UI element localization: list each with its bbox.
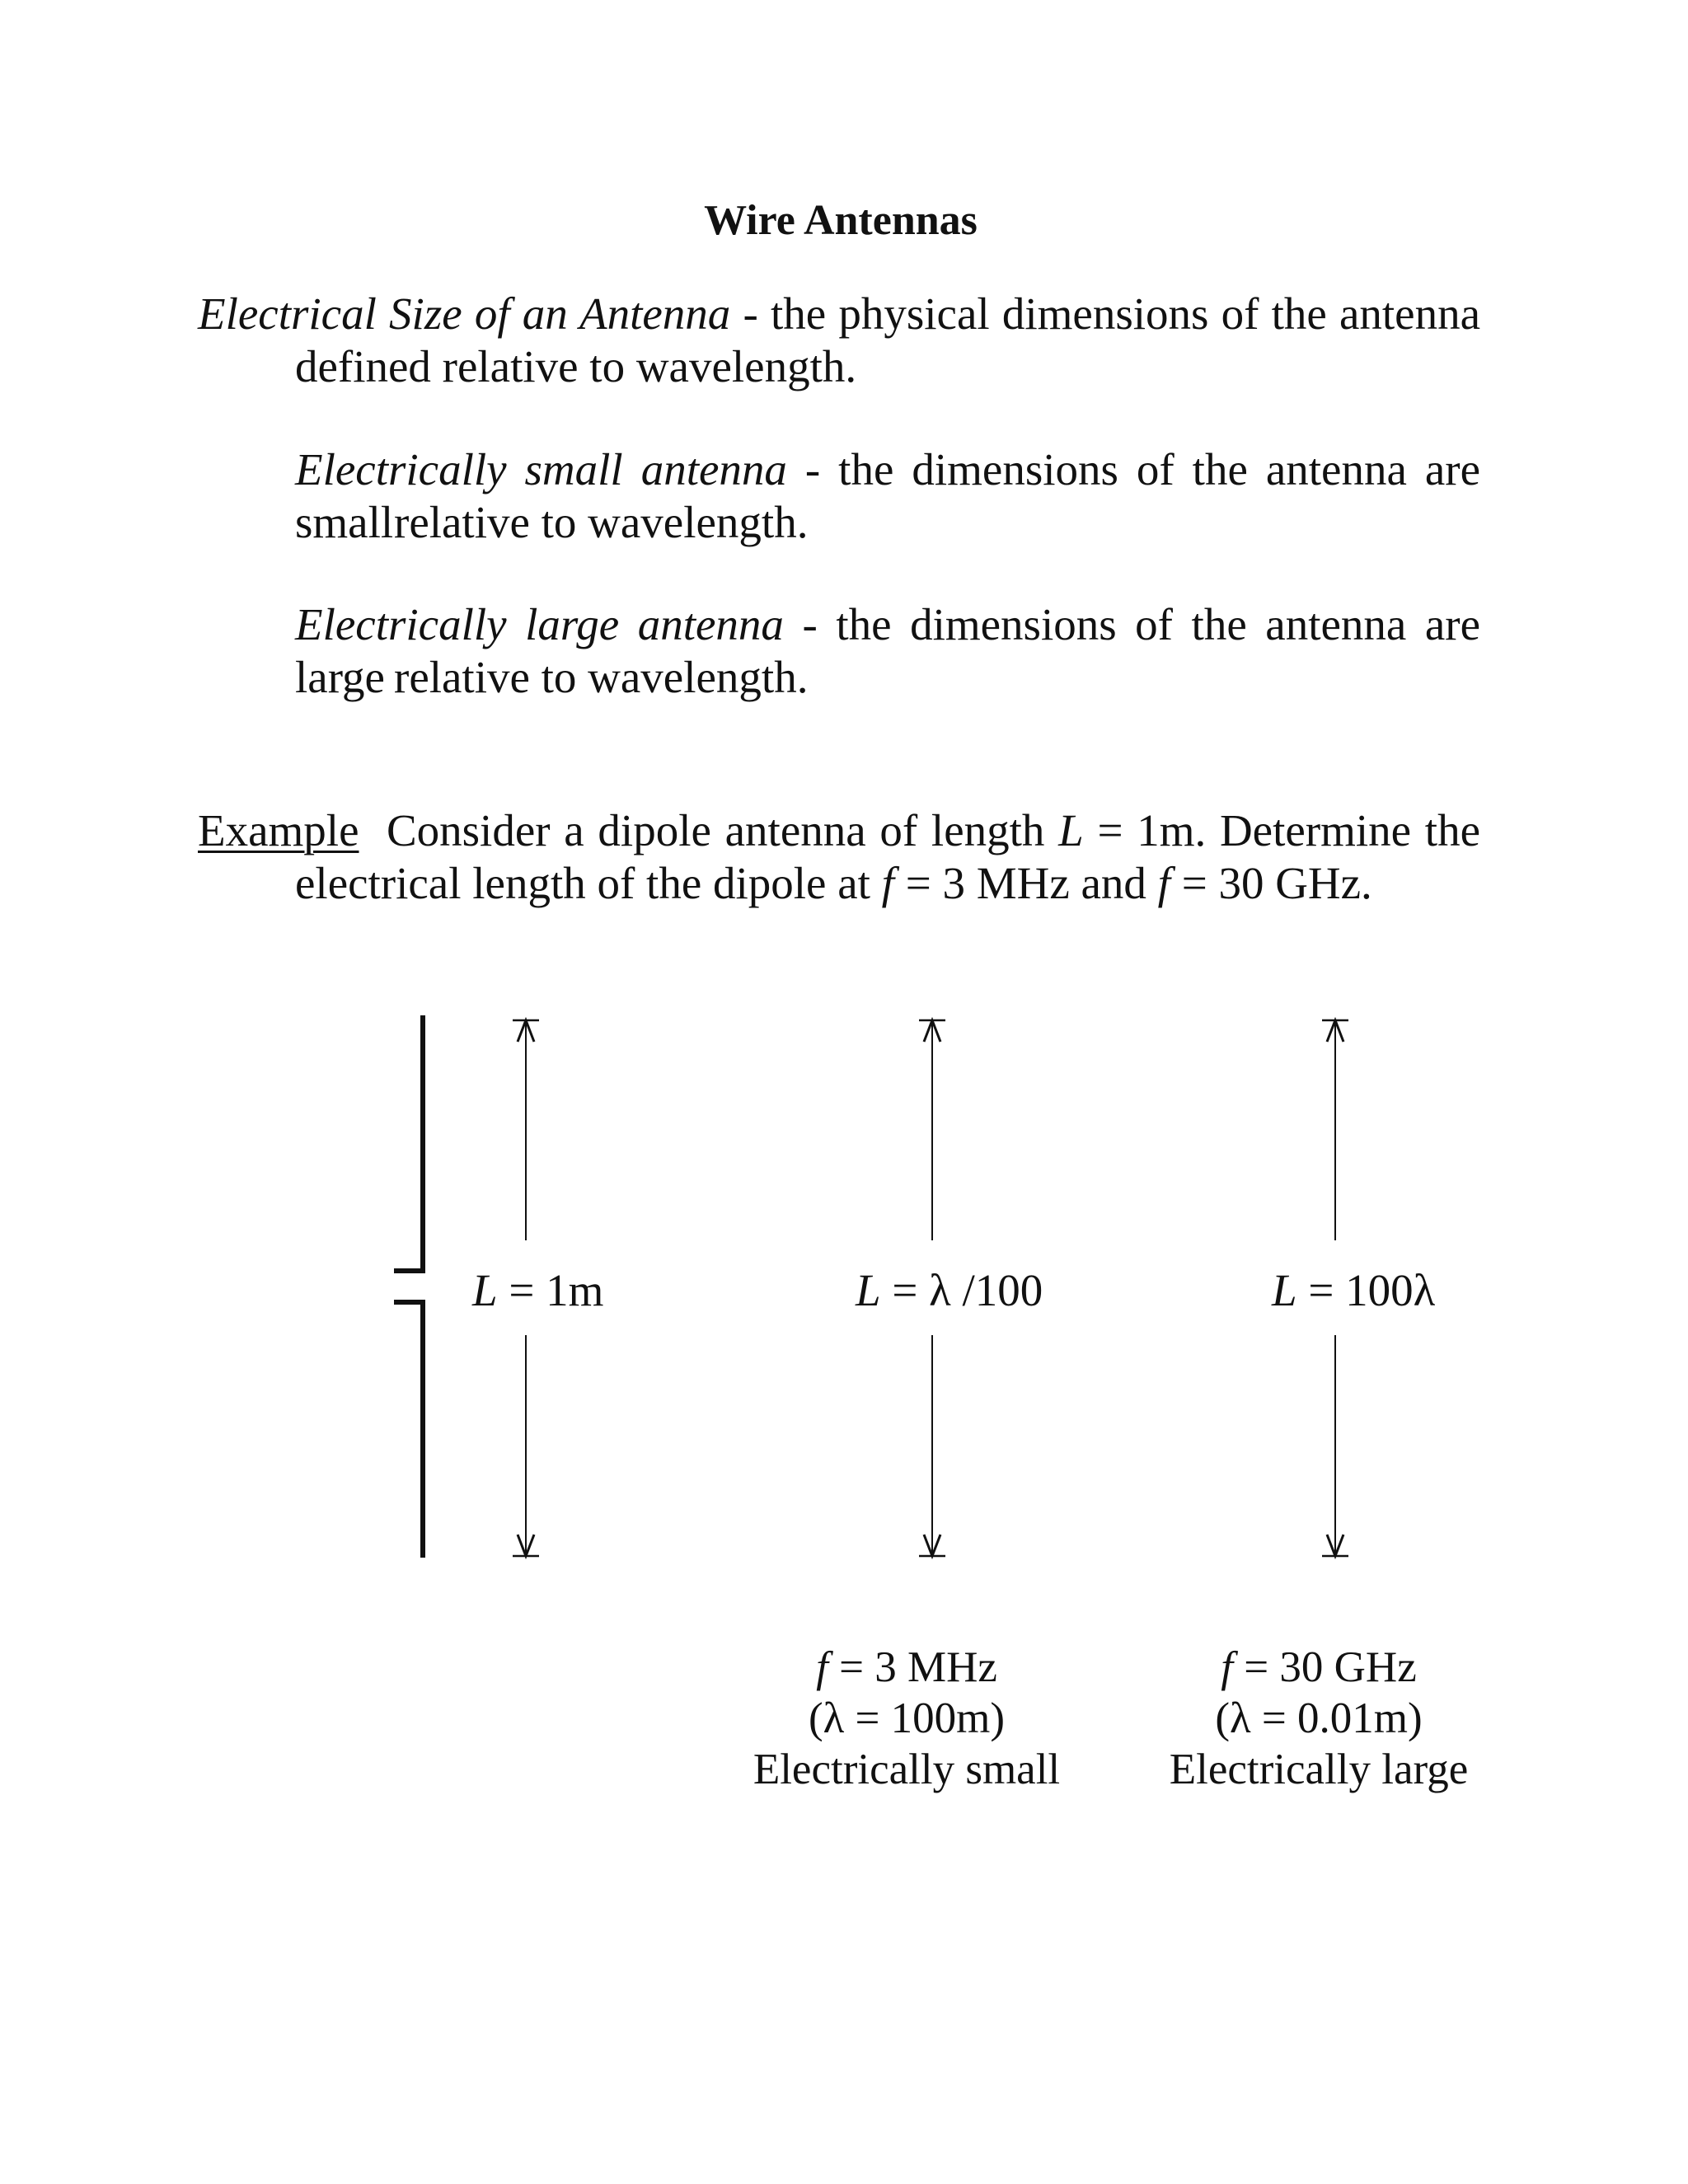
- large-antenna-line-2: relative to wavelength.: [394, 652, 809, 702]
- caption-large-freq-value: = 30 GHz: [1233, 1643, 1417, 1691]
- large-antenna-text: - the dimensions of the antenna are large: [295, 599, 1480, 702]
- example-var-f1: f: [881, 858, 894, 908]
- label-left-length: [472, 1264, 603, 1317]
- example-text-c: electrical length of the dipole at: [295, 858, 882, 908]
- example-text-e: = 30 GHz.: [1170, 858, 1372, 908]
- large-antenna-term: Electrically large antenna: [295, 599, 784, 649]
- caption-large-size: Electrically large: [1169, 1746, 1469, 1793]
- small-antenna-text: - the dimensions of the antenna are small: [295, 444, 1480, 547]
- example-text-a: Consider a dipole antenna of length: [386, 805, 1059, 855]
- caption-small: [684, 1642, 1129, 1795]
- example-label: Example: [198, 805, 359, 855]
- caption-small-wavelength: (λ = 100m): [808, 1694, 1006, 1742]
- caption-large-frequency: [1096, 1642, 1541, 1693]
- example-var-f2: f: [1157, 858, 1170, 908]
- definition-term: Electrical Size of an Antenna: [198, 288, 731, 339]
- label-right-var: L: [1272, 1265, 1297, 1315]
- caption-small-size: Electrically small: [753, 1746, 1061, 1793]
- example-var-L: L: [1058, 805, 1084, 855]
- definition-text: - the physical dimensions of the antenna: [730, 288, 1481, 339]
- label-right-length: [1272, 1264, 1435, 1317]
- page-title: Wire Antennas: [704, 197, 978, 244]
- label-middle-var: L: [856, 1265, 881, 1315]
- label-left-var: L: [472, 1265, 498, 1315]
- caption-large-freq-var: f: [1221, 1643, 1233, 1691]
- small-antenna-term: Electrically small antenna: [295, 444, 787, 494]
- definition-line-2: defined relative to wavelength.: [295, 341, 857, 391]
- example-text-d: = 3 MHz and: [893, 858, 1158, 908]
- caption-small-frequency: [684, 1642, 1129, 1693]
- label-middle-length: [856, 1264, 1043, 1317]
- caption-small-freq-value: = 3 MHz: [828, 1643, 997, 1691]
- caption-small-freq-var: f: [816, 1643, 828, 1691]
- caption-large-wavelength: (λ = 0.01m): [1215, 1694, 1423, 1742]
- caption-large: [1096, 1642, 1541, 1795]
- example-text-b: = 1m. Determine the: [1083, 805, 1480, 855]
- small-antenna-line-2: relative to wavelength.: [394, 497, 809, 547]
- label-left-value: = 1m: [497, 1265, 604, 1315]
- label-middle-value: = λ /100: [880, 1265, 1043, 1315]
- dipole-antenna: [394, 1015, 423, 1558]
- label-right-value: = 100λ: [1296, 1265, 1436, 1315]
